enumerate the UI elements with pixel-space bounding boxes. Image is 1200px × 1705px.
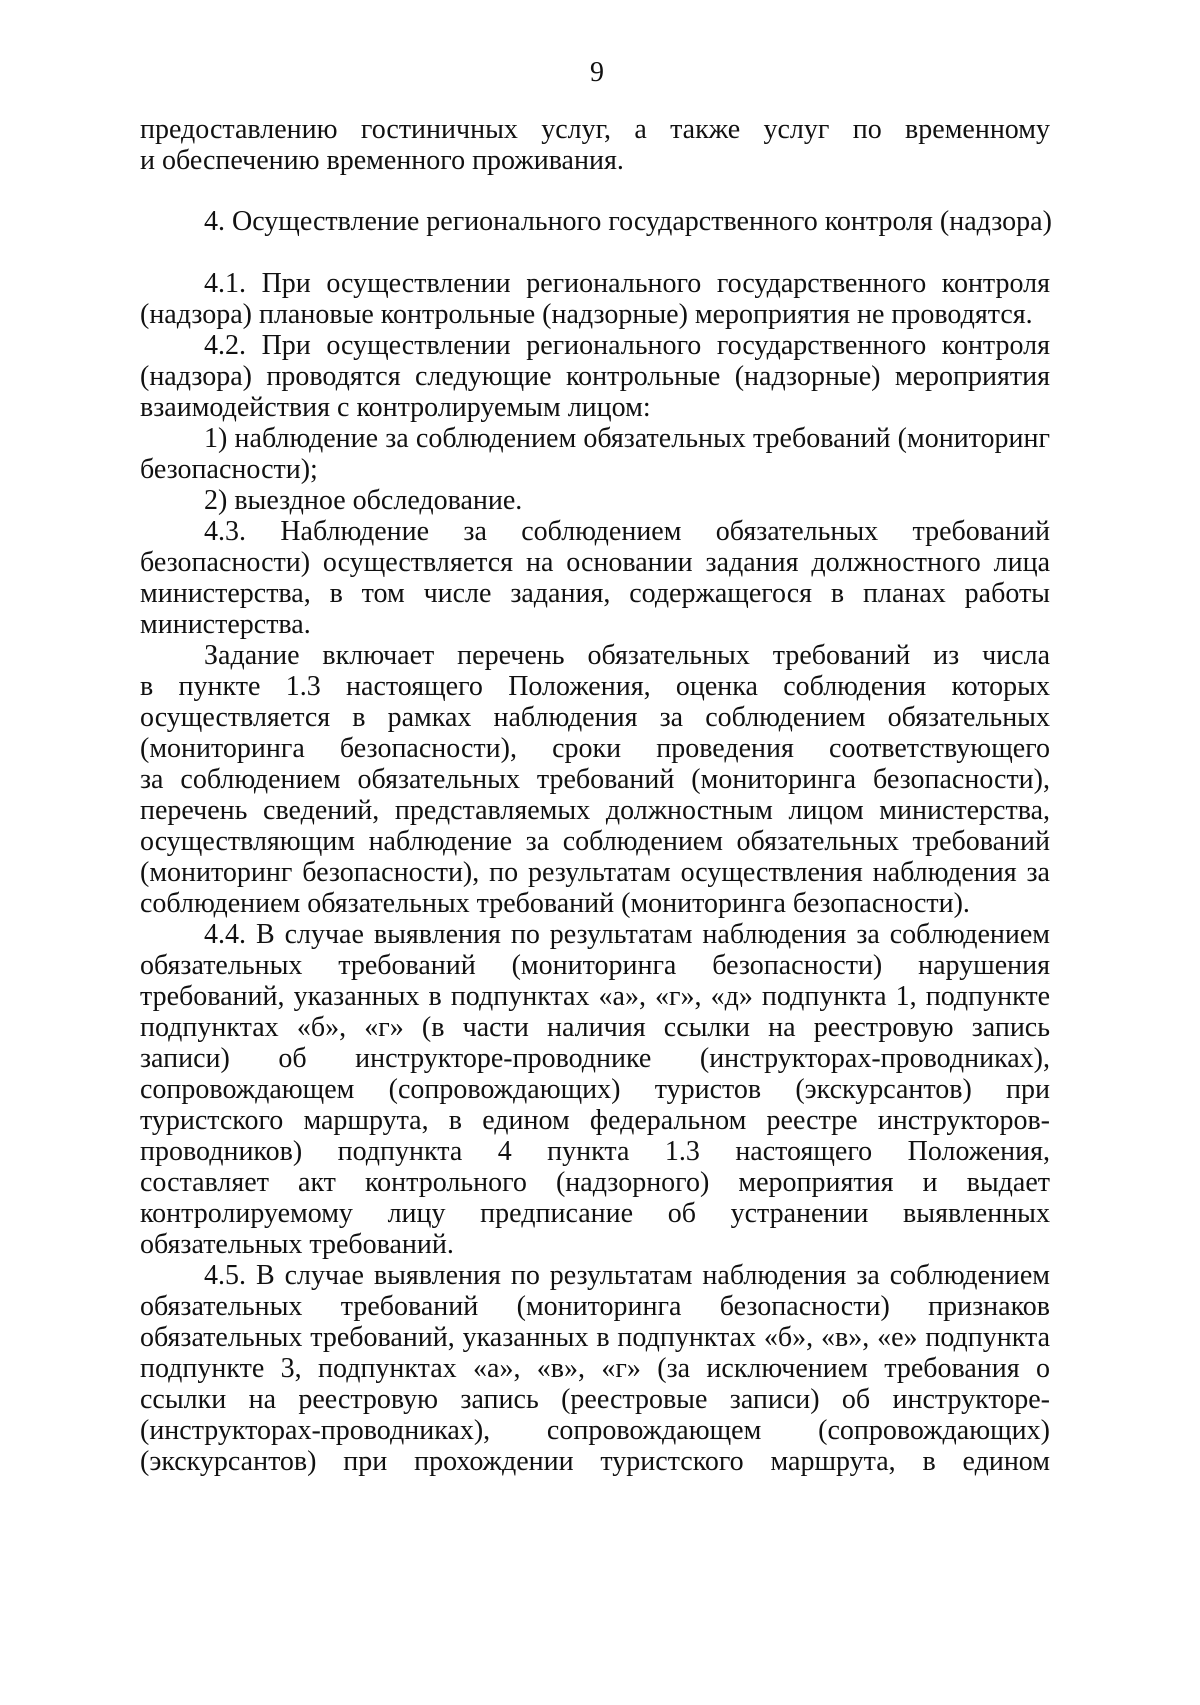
text-line: записи) об инструкторе-проводнике (инструкторах-проводниках), bbox=[140, 1043, 1050, 1074]
text-line: обязательных требований, указанных в подпунктах «б», «в», «е» подпункта bbox=[140, 1322, 1050, 1353]
text-line: в пункте 1.3 настоящего Положения, оценка соблюдения которых bbox=[140, 671, 1050, 702]
text-line: подпункте 3, подпунктах «а», «в», «г» (за исключением требования о bbox=[140, 1353, 1050, 1384]
text-line: осуществляется в рамках наблюдения за соблюдением обязательных bbox=[140, 702, 1050, 733]
text-line: соблюдением обязательных требований (мониторинга безопасности). bbox=[140, 888, 970, 919]
text-line: министерства, в том числе задания, содержащегося в планах работы bbox=[140, 578, 1050, 609]
text-line: (мониторинга безопасности), сроки проведения соответствующего bbox=[140, 733, 1050, 764]
text-line: перечень сведений, представляемых должностным лицом министерства, bbox=[140, 795, 1050, 826]
text-line: (мониторинг безопасности), по результатам осуществления наблюдения за bbox=[140, 857, 1050, 888]
text-line: 4.1. При осуществлении регионального государственного контроля bbox=[204, 268, 1050, 299]
text-line: 4.3. Наблюдение за соблюдением обязательных требований bbox=[204, 516, 1050, 547]
text-line: (надзора) плановые контрольные (надзорные) мероприятия не проводятся. bbox=[140, 299, 1033, 330]
text-line: безопасности); bbox=[140, 454, 318, 485]
page-number: 9 bbox=[590, 57, 604, 88]
text-line: 4.2. При осуществлении регионального государственного контроля bbox=[204, 330, 1050, 361]
text-line: за соблюдением обязательных требований (мониторинга безопасности), bbox=[140, 764, 1050, 795]
text-line: требований, указанных в подпунктах «а», «г», «д» подпункта 1, подпункте bbox=[140, 981, 1050, 1012]
text-line: (надзора) проводятся следующие контрольные (надзорные) мероприятия bbox=[140, 361, 1050, 392]
text-line: туристского маршрута, в едином федеральном реестре инструкторов- bbox=[140, 1105, 1050, 1136]
text-line: сопровождающем (сопровождающих) туристов (экскурсантов) при bbox=[140, 1074, 1050, 1105]
text-line: 4.5. В случае выявления по результатам наблюдения за соблюдением bbox=[204, 1260, 1050, 1291]
text-line: 2) выездное обследование. bbox=[204, 485, 523, 516]
text-line: обязательных требований. bbox=[140, 1229, 454, 1260]
text-line: осуществляющим наблюдение за соблюдением обязательных требований bbox=[140, 826, 1050, 857]
text-line: 4.4. В случае выявления по результатам наблюдения за соблюдением bbox=[204, 919, 1050, 950]
text-line: Задание включает перечень обязательных требований из числа bbox=[204, 640, 1050, 671]
text-line: предоставлению гостиничных услуг, а также услуг по временному bbox=[140, 114, 1050, 145]
text-line: контролируемому лицу предписание об устранении выявленных bbox=[140, 1198, 1050, 1229]
text-line: 1) наблюдение за соблюдением обязательных требований (мониторинг bbox=[204, 423, 1050, 454]
text-line: проводников) подпункта 4 пункта 1.3 настоящего Положения, bbox=[140, 1136, 1050, 1167]
text-line: составляет акт контрольного (надзорного) мероприятия и выдает bbox=[140, 1167, 1050, 1198]
text-line: безопасности) осуществляется на основании задания должностного лица bbox=[140, 547, 1050, 578]
text-line: ссылки на реестровую запись (реестровые записи) об инструкторе- bbox=[140, 1384, 1050, 1415]
text-line: обязательных требований (мониторинга безопасности) признаков bbox=[140, 1291, 1050, 1322]
text-line: подпунктах «б», «г» (в части наличия ссылки на реестровую запись bbox=[140, 1012, 1050, 1043]
text-line: (экскурсантов) при прохождении туристского маршрута, в едином bbox=[140, 1446, 1050, 1477]
section-heading: 4. Осуществление регионального государственного контроля (надзора) bbox=[204, 206, 1052, 237]
text-line: взаимодействия с контролируемым лицом: bbox=[140, 392, 651, 423]
text-line: обязательных требований (мониторинга безопасности) нарушения bbox=[140, 950, 1050, 981]
text-line: и обеспечению временного проживания. bbox=[140, 145, 624, 176]
text-line: министерства. bbox=[140, 609, 311, 640]
text-line: (инструкторах-проводниках), сопровождающем (сопровождающих) bbox=[140, 1415, 1050, 1446]
